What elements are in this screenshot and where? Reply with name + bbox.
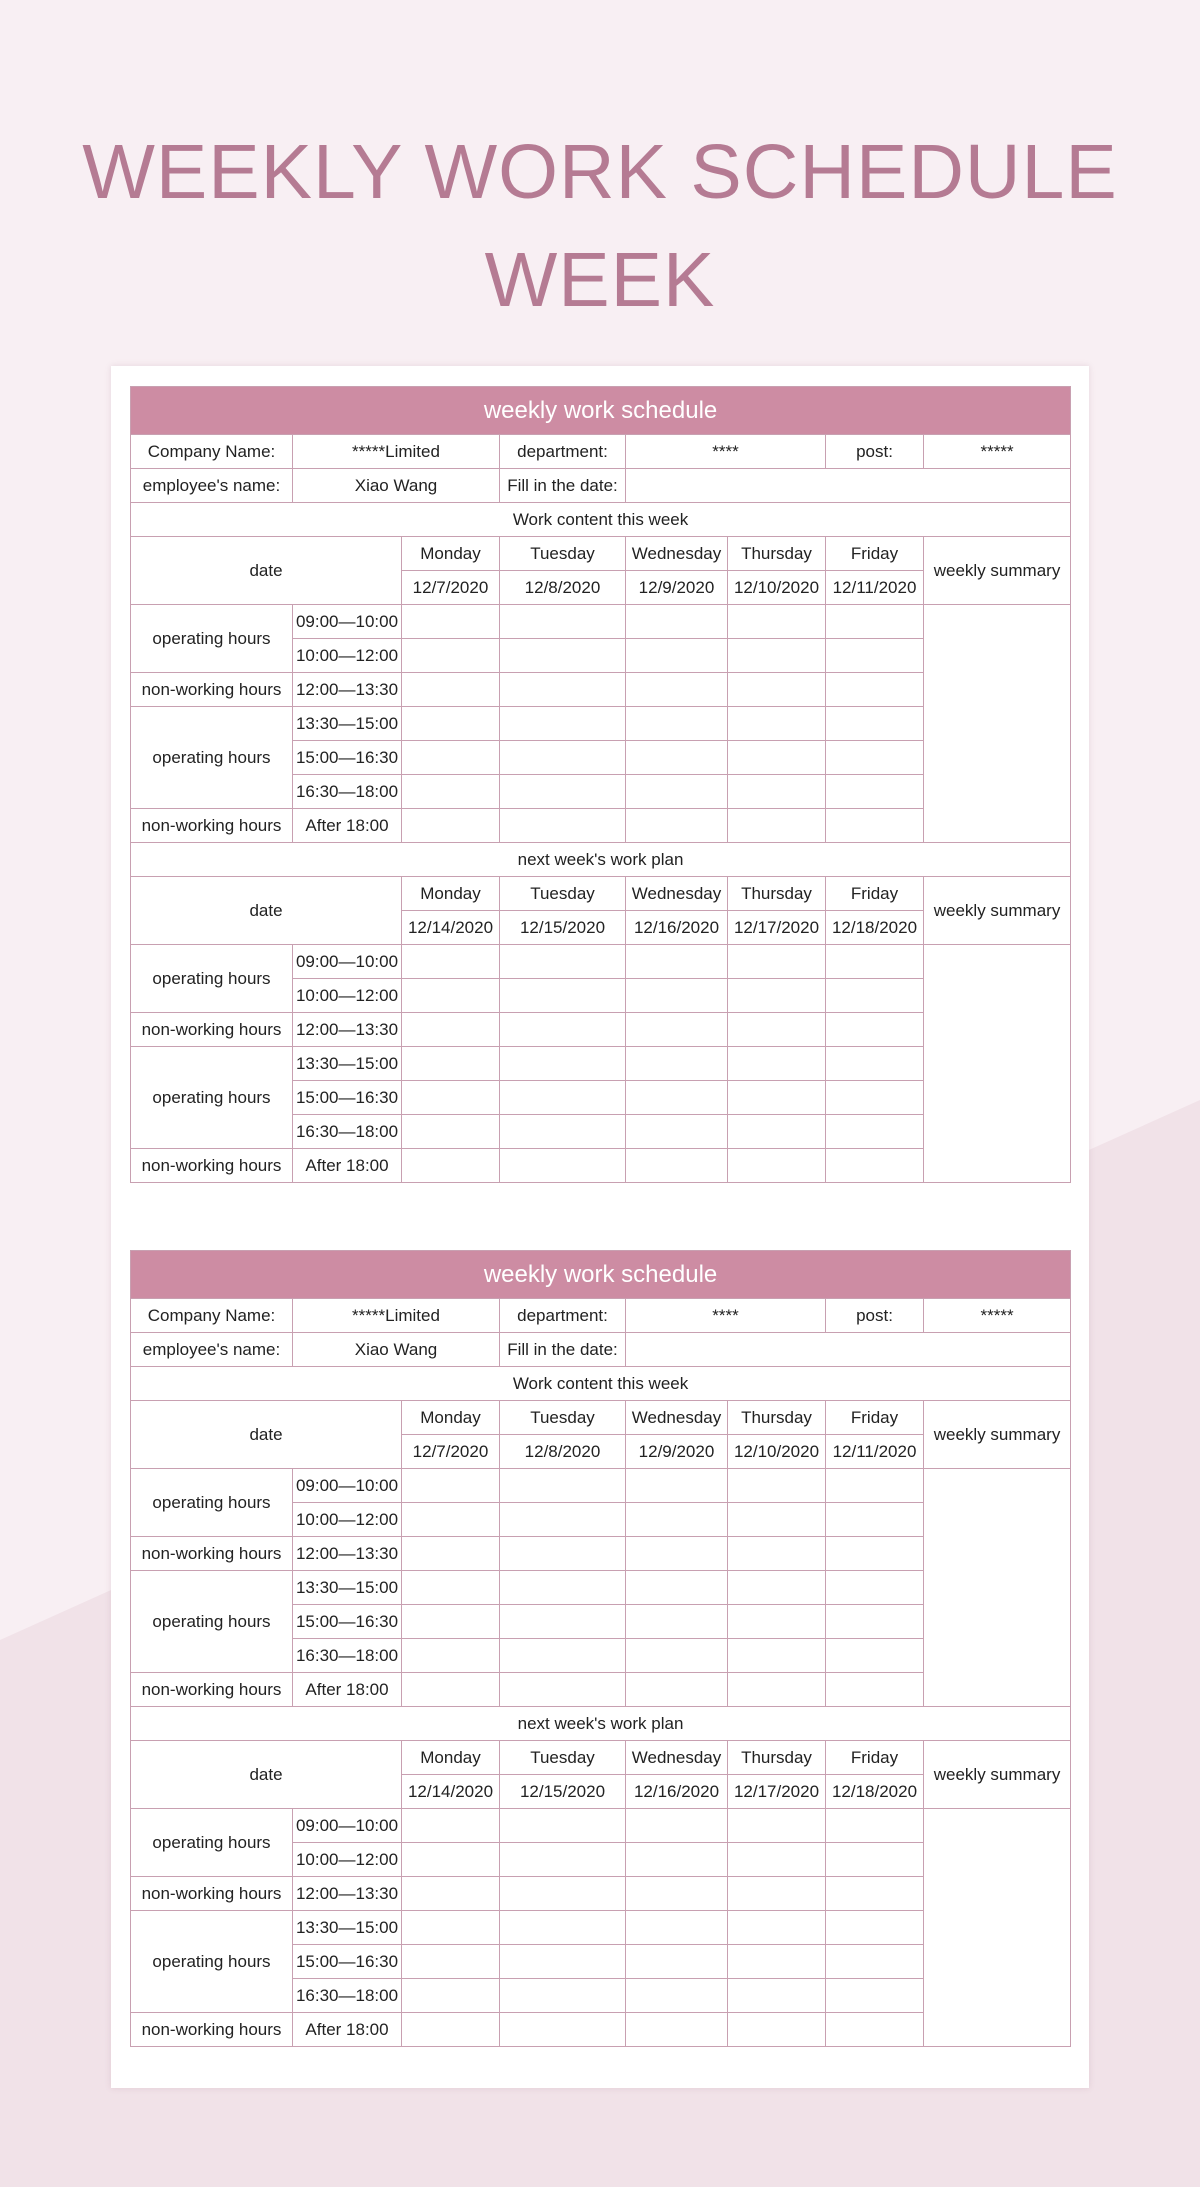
- schedule-cell[interactable]: [626, 1013, 728, 1047]
- department-label: department:: [500, 1299, 626, 1333]
- schedule-cell[interactable]: [728, 1081, 826, 1115]
- schedule-cell[interactable]: [626, 1877, 728, 1911]
- time-slot: 10:00—12:00: [293, 1843, 402, 1877]
- schedule-cell[interactable]: [728, 1503, 826, 1537]
- schedule-cell[interactable]: [728, 1809, 826, 1843]
- schedule-cell[interactable]: [402, 1639, 500, 1673]
- schedule-cell[interactable]: [500, 1115, 626, 1149]
- fill-date-field[interactable]: [626, 469, 1071, 503]
- schedule-cell[interactable]: [402, 1571, 500, 1605]
- non-working-hours-label: non-working hours: [131, 1013, 293, 1047]
- time-slot: 15:00—16:30: [293, 1081, 402, 1115]
- schedule-cell[interactable]: [500, 1809, 626, 1843]
- time-slot: 13:30—15:00: [293, 1911, 402, 1945]
- page-title: [0, 118, 1200, 334]
- schedule-cell[interactable]: [826, 1639, 924, 1673]
- day-header: Wednesday: [626, 877, 728, 911]
- schedule-cell[interactable]: [402, 605, 500, 639]
- schedule-cell[interactable]: [826, 1081, 924, 1115]
- schedule-cell[interactable]: [402, 1843, 500, 1877]
- time-slot: 09:00—10:00: [293, 1469, 402, 1503]
- schedule-cell[interactable]: [626, 2013, 728, 2047]
- schedule-cell[interactable]: [826, 741, 924, 775]
- date-cell: 12/14/2020: [402, 911, 500, 945]
- department-value: ****: [626, 1299, 826, 1333]
- table-header: weekly work schedule: [131, 1251, 1071, 1299]
- employee-name-value: Xiao Wang: [293, 469, 500, 503]
- day-header: Tuesday: [500, 1741, 626, 1775]
- schedule-cell[interactable]: [402, 639, 500, 673]
- schedule-cell[interactable]: [500, 741, 626, 775]
- day-header: Wednesday: [626, 1401, 728, 1435]
- schedule-cell[interactable]: [500, 1047, 626, 1081]
- operating-hours-label: operating hours: [131, 1469, 293, 1537]
- date-cell: 12/9/2020: [626, 571, 728, 605]
- table-header: weekly work schedule: [131, 387, 1071, 435]
- schedule-cell[interactable]: [402, 1115, 500, 1149]
- post-value: *****: [924, 1299, 1071, 1333]
- schedule-cell[interactable]: [626, 809, 728, 843]
- schedule-cell[interactable]: [826, 1605, 924, 1639]
- schedule-cell[interactable]: [626, 1571, 728, 1605]
- day-header: Monday: [402, 877, 500, 911]
- time-slot: After 18:00: [293, 809, 402, 843]
- schedule-cell[interactable]: [826, 1571, 924, 1605]
- schedule-cell[interactable]: [626, 1605, 728, 1639]
- time-slot: After 18:00: [293, 1673, 402, 1707]
- operating-hours-label: operating hours: [131, 945, 293, 1013]
- schedule-cell[interactable]: [402, 673, 500, 707]
- date-cell: 12/17/2020: [728, 1775, 826, 1809]
- schedule-cell[interactable]: [826, 673, 924, 707]
- date-cell: 12/11/2020: [826, 571, 924, 605]
- schedule-cell[interactable]: [500, 2013, 626, 2047]
- schedule-cell[interactable]: [626, 1047, 728, 1081]
- time-slot: 15:00—16:30: [293, 741, 402, 775]
- day-header: Monday: [402, 1741, 500, 1775]
- schedule-cell[interactable]: [626, 1673, 728, 1707]
- schedule-cell[interactable]: [402, 707, 500, 741]
- post-label: post:: [826, 1299, 924, 1333]
- schedule-cell[interactable]: [728, 605, 826, 639]
- schedule-cell[interactable]: [402, 809, 500, 843]
- schedule-cell[interactable]: [728, 1673, 826, 1707]
- weekly-summary-header: weekly summary: [924, 537, 1071, 605]
- schedule-cell[interactable]: [728, 979, 826, 1013]
- schedule-cell[interactable]: [402, 1149, 500, 1183]
- time-slot: 09:00—10:00: [293, 945, 402, 979]
- schedule-cell[interactable]: [728, 1639, 826, 1673]
- day-header: Tuesday: [500, 537, 626, 571]
- department-label: department:: [500, 435, 626, 469]
- schedule-cell[interactable]: [402, 775, 500, 809]
- schedule-cell[interactable]: [728, 945, 826, 979]
- schedule-cell[interactable]: [626, 605, 728, 639]
- schedule-cell[interactable]: [626, 639, 728, 673]
- date-label: date: [131, 1741, 402, 1809]
- schedule-cell[interactable]: [728, 1537, 826, 1571]
- date-cell: 12/18/2020: [826, 911, 924, 945]
- date-cell: 12/7/2020: [402, 1435, 500, 1469]
- schedule-cell[interactable]: [728, 1571, 826, 1605]
- schedule-cell[interactable]: [626, 741, 728, 775]
- schedule-cell[interactable]: [500, 979, 626, 1013]
- post-label: post:: [826, 435, 924, 469]
- non-working-hours-label: non-working hours: [131, 1673, 293, 1707]
- date-cell: 12/7/2020: [402, 571, 500, 605]
- fill-date-field[interactable]: [626, 1333, 1071, 1367]
- day-header: Friday: [826, 1741, 924, 1775]
- non-working-hours-label: non-working hours: [131, 1877, 293, 1911]
- time-slot: 12:00—13:30: [293, 1537, 402, 1571]
- page-title-line-2: WEEK: [484, 237, 716, 323]
- schedule-cell[interactable]: [626, 775, 728, 809]
- time-slot: 13:30—15:00: [293, 707, 402, 741]
- schedule-cell[interactable]: [728, 1911, 826, 1945]
- schedule-cell[interactable]: [402, 2013, 500, 2047]
- date-cell: 12/14/2020: [402, 1775, 500, 1809]
- time-slot: 15:00—16:30: [293, 1605, 402, 1639]
- schedule-cell[interactable]: [728, 741, 826, 775]
- schedule-cell[interactable]: [402, 945, 500, 979]
- schedule-cell[interactable]: [500, 1605, 626, 1639]
- schedule-cell[interactable]: [402, 1503, 500, 1537]
- schedule-cell[interactable]: [728, 673, 826, 707]
- schedule-cell[interactable]: [626, 1149, 728, 1183]
- schedule-cell[interactable]: [826, 1911, 924, 1945]
- date-label: date: [131, 1401, 402, 1469]
- schedule-cell[interactable]: [826, 1047, 924, 1081]
- time-slot: 09:00—10:00: [293, 605, 402, 639]
- schedule-cell[interactable]: [826, 1537, 924, 1571]
- schedule-cell[interactable]: [626, 1115, 728, 1149]
- time-slot: 10:00—12:00: [293, 979, 402, 1013]
- schedule-cell[interactable]: [826, 1115, 924, 1149]
- schedule-cell[interactable]: [826, 1503, 924, 1537]
- day-header: Monday: [402, 537, 500, 571]
- schedule-table-2: [130, 1250, 1071, 2047]
- operating-hours-label: operating hours: [131, 1047, 293, 1149]
- post-value: *****: [924, 435, 1071, 469]
- time-slot: 16:30—18:00: [293, 1979, 402, 2013]
- schedule-cell[interactable]: [402, 1979, 500, 2013]
- schedule-cell[interactable]: [402, 1911, 500, 1945]
- schedule-cell[interactable]: [826, 2013, 924, 2047]
- schedule-cell[interactable]: [826, 1843, 924, 1877]
- schedule-cell[interactable]: [826, 1945, 924, 1979]
- schedule-cell[interactable]: [626, 1081, 728, 1115]
- operating-hours-label: operating hours: [131, 707, 293, 809]
- schedule-cell[interactable]: [826, 945, 924, 979]
- date-cell: 12/17/2020: [728, 911, 826, 945]
- company-name-label: Company Name:: [131, 1299, 293, 1333]
- schedule-cell[interactable]: [402, 741, 500, 775]
- schedule-cell[interactable]: [500, 1537, 626, 1571]
- schedule-sheet: [111, 366, 1089, 2088]
- schedule-cell[interactable]: [826, 1979, 924, 2013]
- day-header: Tuesday: [500, 877, 626, 911]
- schedule-cell[interactable]: [728, 639, 826, 673]
- schedule-table-1: [130, 386, 1071, 1183]
- weekly-summary-cell[interactable]: [924, 945, 1071, 1183]
- schedule-cell[interactable]: [826, 775, 924, 809]
- schedule-cell[interactable]: [728, 1945, 826, 1979]
- schedule-cell[interactable]: [500, 1877, 626, 1911]
- schedule-cell[interactable]: [626, 1843, 728, 1877]
- weekly-summary-cell[interactable]: [924, 605, 1071, 843]
- date-cell: 12/9/2020: [626, 1435, 728, 1469]
- schedule-cell[interactable]: [626, 1469, 728, 1503]
- time-slot: 09:00—10:00: [293, 1809, 402, 1843]
- schedule-cell[interactable]: [500, 707, 626, 741]
- day-header: Wednesday: [626, 1741, 728, 1775]
- schedule-cell[interactable]: [826, 809, 924, 843]
- schedule-cell[interactable]: [500, 775, 626, 809]
- schedule-cell[interactable]: [500, 1149, 626, 1183]
- weekly-summary-header: weekly summary: [924, 877, 1071, 945]
- schedule-cell[interactable]: [728, 809, 826, 843]
- company-name-value: *****Limited: [293, 1299, 500, 1333]
- day-header: Monday: [402, 1401, 500, 1435]
- section-title: next week's work plan: [131, 843, 1071, 877]
- schedule-cell[interactable]: [826, 1809, 924, 1843]
- schedule-cell[interactable]: [402, 1605, 500, 1639]
- day-header: Thursday: [728, 1741, 826, 1775]
- schedule-cell[interactable]: [626, 1537, 728, 1571]
- schedule-cell[interactable]: [728, 1877, 826, 1911]
- schedule-cell[interactable]: [402, 1013, 500, 1047]
- date-cell: 12/16/2020: [626, 911, 728, 945]
- schedule-cell[interactable]: [500, 1469, 626, 1503]
- schedule-cell[interactable]: [500, 639, 626, 673]
- schedule-cell[interactable]: [500, 945, 626, 979]
- day-header: Thursday: [728, 537, 826, 571]
- schedule-cell[interactable]: [728, 707, 826, 741]
- schedule-cell[interactable]: [626, 1639, 728, 1673]
- schedule-cell[interactable]: [626, 945, 728, 979]
- page-title-line-1: WEEKLY WORK SCHEDULE: [82, 129, 1118, 215]
- day-header: Wednesday: [626, 537, 728, 571]
- schedule-cell[interactable]: [826, 605, 924, 639]
- time-slot: After 18:00: [293, 1149, 402, 1183]
- time-slot: 10:00—12:00: [293, 1503, 402, 1537]
- schedule-cell[interactable]: [626, 1979, 728, 2013]
- date-cell: 12/18/2020: [826, 1775, 924, 1809]
- date-cell: 12/15/2020: [500, 1775, 626, 1809]
- schedule-cell[interactable]: [826, 707, 924, 741]
- day-header: Friday: [826, 537, 924, 571]
- schedule-cell[interactable]: [826, 1877, 924, 1911]
- schedule-cell[interactable]: [402, 1537, 500, 1571]
- non-working-hours-label: non-working hours: [131, 1537, 293, 1571]
- schedule-cell[interactable]: [728, 1047, 826, 1081]
- section-title: Work content this week: [131, 503, 1071, 537]
- time-slot: 16:30—18:00: [293, 775, 402, 809]
- date-cell: 12/10/2020: [728, 571, 826, 605]
- non-working-hours-label: non-working hours: [131, 2013, 293, 2047]
- time-slot: After 18:00: [293, 2013, 402, 2047]
- schedule-cell[interactable]: [500, 1979, 626, 2013]
- time-slot: 12:00—13:30: [293, 1877, 402, 1911]
- day-header: Tuesday: [500, 1401, 626, 1435]
- weekly-summary-cell[interactable]: [924, 1469, 1071, 1707]
- schedule-cell[interactable]: [500, 1843, 626, 1877]
- fill-date-label: Fill in the date:: [500, 1333, 626, 1367]
- department-value: ****: [626, 435, 826, 469]
- schedule-cell[interactable]: [728, 775, 826, 809]
- schedule-cell[interactable]: [500, 1571, 626, 1605]
- operating-hours-label: operating hours: [131, 1809, 293, 1877]
- schedule-cell[interactable]: [728, 1149, 826, 1183]
- schedule-cell[interactable]: [402, 1047, 500, 1081]
- employee-name-label: employee's name:: [131, 469, 293, 503]
- date-cell: 12/11/2020: [826, 1435, 924, 1469]
- day-header: Thursday: [728, 877, 826, 911]
- time-slot: 12:00—13:30: [293, 673, 402, 707]
- schedule-cell[interactable]: [826, 1469, 924, 1503]
- schedule-cell[interactable]: [500, 809, 626, 843]
- schedule-cell[interactable]: [500, 1911, 626, 1945]
- schedule-cell[interactable]: [826, 1013, 924, 1047]
- section-title: Work content this week: [131, 1367, 1071, 1401]
- date-cell: 12/10/2020: [728, 1435, 826, 1469]
- schedule-cell[interactable]: [500, 605, 626, 639]
- time-slot: 13:30—15:00: [293, 1571, 402, 1605]
- schedule-cell[interactable]: [728, 1843, 826, 1877]
- schedule-cell[interactable]: [626, 1809, 728, 1843]
- schedule-cell[interactable]: [402, 1877, 500, 1911]
- schedule-cell[interactable]: [402, 1945, 500, 1979]
- date-label: date: [131, 537, 402, 605]
- schedule-cell[interactable]: [402, 1081, 500, 1115]
- date-cell: 12/15/2020: [500, 911, 626, 945]
- schedule-cell[interactable]: [728, 1605, 826, 1639]
- date-cell: 12/8/2020: [500, 571, 626, 605]
- time-slot: 16:30—18:00: [293, 1639, 402, 1673]
- schedule-cell[interactable]: [826, 1149, 924, 1183]
- time-slot: 13:30—15:00: [293, 1047, 402, 1081]
- company-name-label: Company Name:: [131, 435, 293, 469]
- date-label: date: [131, 877, 402, 945]
- schedule-cell[interactable]: [626, 707, 728, 741]
- schedule-cell[interactable]: [728, 1115, 826, 1149]
- schedule-cell[interactable]: [826, 639, 924, 673]
- date-cell: 12/16/2020: [626, 1775, 728, 1809]
- schedule-cell[interactable]: [626, 1945, 728, 1979]
- schedule-cell[interactable]: [500, 1081, 626, 1115]
- weekly-summary-header: weekly summary: [924, 1741, 1071, 1809]
- schedule-cell[interactable]: [728, 1469, 826, 1503]
- time-slot: 12:00—13:30: [293, 1013, 402, 1047]
- non-working-hours-label: non-working hours: [131, 809, 293, 843]
- operating-hours-label: operating hours: [131, 1911, 293, 2013]
- schedule-cell[interactable]: [402, 1469, 500, 1503]
- non-working-hours-label: non-working hours: [131, 1149, 293, 1183]
- day-header: Thursday: [728, 1401, 826, 1435]
- section-title: next week's work plan: [131, 1707, 1071, 1741]
- schedule-cell[interactable]: [728, 2013, 826, 2047]
- schedule-cell[interactable]: [626, 673, 728, 707]
- day-header: Friday: [826, 877, 924, 911]
- schedule-cell[interactable]: [626, 1503, 728, 1537]
- schedule-cell[interactable]: [826, 1673, 924, 1707]
- schedule-cell[interactable]: [728, 1013, 826, 1047]
- schedule-cell[interactable]: [500, 1013, 626, 1047]
- schedule-cell[interactable]: [500, 1639, 626, 1673]
- schedule-cell[interactable]: [402, 979, 500, 1013]
- schedule-cell[interactable]: [500, 673, 626, 707]
- operating-hours-label: operating hours: [131, 605, 293, 673]
- time-slot: 10:00—12:00: [293, 639, 402, 673]
- employee-name-label: employee's name:: [131, 1333, 293, 1367]
- day-header: Friday: [826, 1401, 924, 1435]
- schedule-cell[interactable]: [500, 1945, 626, 1979]
- non-working-hours-label: non-working hours: [131, 673, 293, 707]
- operating-hours-label: operating hours: [131, 1571, 293, 1673]
- employee-name-value: Xiao Wang: [293, 1333, 500, 1367]
- weekly-summary-header: weekly summary: [924, 1401, 1071, 1469]
- schedule-cell[interactable]: [826, 979, 924, 1013]
- weekly-summary-cell[interactable]: [924, 1809, 1071, 2047]
- schedule-cell[interactable]: [402, 1673, 500, 1707]
- date-cell: 12/8/2020: [500, 1435, 626, 1469]
- schedule-cell[interactable]: [626, 1911, 728, 1945]
- schedule-cell[interactable]: [402, 1809, 500, 1843]
- fill-date-label: Fill in the date:: [500, 469, 626, 503]
- time-slot: 16:30—18:00: [293, 1115, 402, 1149]
- company-name-value: *****Limited: [293, 435, 500, 469]
- schedule-cell[interactable]: [626, 979, 728, 1013]
- time-slot: 15:00—16:30: [293, 1945, 402, 1979]
- schedule-cell[interactable]: [728, 1979, 826, 2013]
- schedule-cell[interactable]: [500, 1503, 626, 1537]
- schedule-cell[interactable]: [500, 1673, 626, 1707]
